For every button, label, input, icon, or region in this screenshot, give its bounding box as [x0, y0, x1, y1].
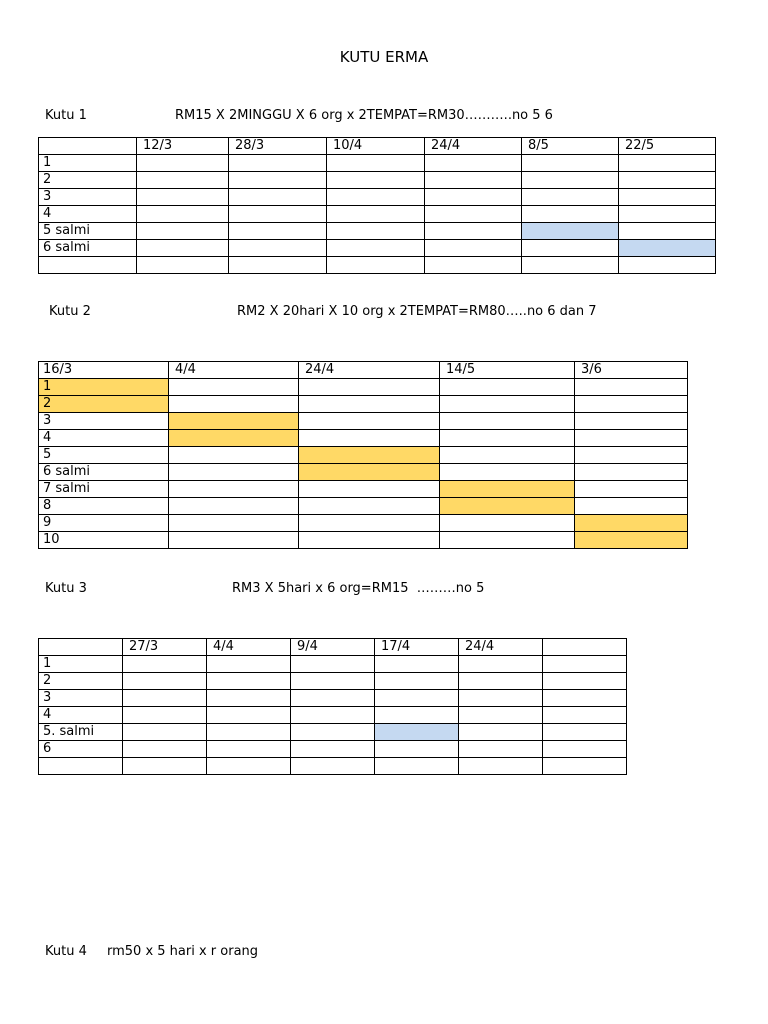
table-cell: [169, 447, 299, 464]
table-cell: [375, 741, 459, 758]
row-label: 1: [39, 379, 169, 396]
table-row: [39, 673, 627, 690]
table-row: [39, 379, 688, 396]
table-cell: [169, 379, 299, 396]
table-cell: [575, 481, 688, 498]
kutu-4-label: Kutu 4: [45, 944, 87, 959]
table-cell: [459, 707, 543, 724]
table-cell: [291, 690, 375, 707]
table-row: [39, 656, 627, 673]
table-cell: [459, 758, 543, 775]
highlighted-cell: [299, 447, 440, 464]
highlighted-cell: [575, 515, 688, 532]
row-label: 6 salmi: [39, 240, 137, 257]
table-row: [39, 430, 688, 447]
table-row: [39, 155, 716, 172]
row-label: 3: [39, 690, 123, 707]
highlighted-cell: [522, 223, 619, 240]
table-cell: [375, 758, 459, 775]
table-header-row: [39, 639, 627, 656]
table-cell: [619, 206, 716, 223]
highlighted-cell: [299, 464, 440, 481]
table-cell: [123, 707, 207, 724]
row-label: 1: [39, 155, 137, 172]
table-row: [39, 758, 627, 775]
table-cell: [299, 396, 440, 413]
table-cell: [575, 498, 688, 515]
table-cell: [327, 172, 425, 189]
row-label: 3: [39, 189, 137, 206]
header-cell: 14/5: [440, 362, 575, 379]
table-cell: [207, 724, 291, 741]
table-cell: [619, 223, 716, 240]
table-cell: [229, 257, 327, 274]
table-cell: [299, 430, 440, 447]
table-cell: [327, 240, 425, 257]
table-cell: [169, 481, 299, 498]
table-row: [39, 690, 627, 707]
table-cell: [543, 724, 627, 741]
table-row: [39, 481, 688, 498]
table-cell: [425, 172, 522, 189]
table-cell: [291, 758, 375, 775]
table-cell: [137, 257, 229, 274]
kutu-3-formula: RM3 X 5hari x 6 org=RM15 ………no 5: [232, 581, 485, 596]
header-cell: 12/3: [137, 138, 229, 155]
table-cell: [425, 223, 522, 240]
table-cell: [575, 447, 688, 464]
header-cell: 4/4: [169, 362, 299, 379]
header-cell: [39, 639, 123, 656]
table-cell: [207, 656, 291, 673]
kutu-2-table: [38, 361, 688, 549]
document-title: KUTU ERMA: [339, 48, 429, 66]
header-cell: 10/4: [327, 138, 425, 155]
table-cell: [575, 379, 688, 396]
table-row: [39, 498, 688, 515]
highlighted-cell: [169, 413, 299, 430]
row-label: 4: [39, 707, 123, 724]
kutu-1-formula: RM15 X 2MINGGU X 6 org x 2TEMPAT=RM30………..no 5 6: [175, 108, 553, 123]
header-cell: 24/4: [459, 639, 543, 656]
table-cell: [123, 741, 207, 758]
table-cell: [123, 673, 207, 690]
table-header-row: [39, 138, 716, 155]
table-cell: [207, 741, 291, 758]
table-row: [39, 189, 716, 206]
table-cell: [459, 656, 543, 673]
table-row: [39, 724, 627, 741]
table-cell: [169, 498, 299, 515]
table-cell: [522, 206, 619, 223]
table-cell: [327, 189, 425, 206]
highlighted-cell: [619, 240, 716, 257]
row-label: 3: [39, 413, 169, 430]
kutu-1-label: Kutu 1: [45, 108, 87, 123]
table-cell: [459, 673, 543, 690]
table-cell: [522, 155, 619, 172]
table-cell: [137, 223, 229, 240]
table-cell: [440, 515, 575, 532]
header-cell: 3/6: [575, 362, 688, 379]
table-cell: [619, 155, 716, 172]
header-cell: 9/4: [291, 639, 375, 656]
table-cell: [575, 413, 688, 430]
table-cell: [137, 206, 229, 223]
table-cell: [327, 206, 425, 223]
table-cell: [543, 673, 627, 690]
table-cell: [299, 379, 440, 396]
table-cell: [543, 741, 627, 758]
row-label: 8: [39, 498, 169, 515]
table-cell: [575, 430, 688, 447]
row-label: 2: [39, 396, 169, 413]
table-cell: [299, 515, 440, 532]
table-row: [39, 413, 688, 430]
table-cell: [522, 257, 619, 274]
row-label: 5 salmi: [39, 223, 137, 240]
table-cell: [522, 189, 619, 206]
kutu-3-label: Kutu 3: [45, 581, 87, 596]
table-cell: [123, 690, 207, 707]
table-cell: [229, 189, 327, 206]
table-cell: [299, 413, 440, 430]
row-label: 4: [39, 430, 169, 447]
table-row: [39, 396, 688, 413]
table-cell: [137, 189, 229, 206]
header-cell: [39, 138, 137, 155]
table-cell: [123, 656, 207, 673]
table-cell: [543, 690, 627, 707]
row-label: [39, 257, 137, 274]
table-cell: [229, 155, 327, 172]
table-cell: [459, 741, 543, 758]
table-cell: [375, 690, 459, 707]
table-cell: [327, 257, 425, 274]
header-cell: [543, 639, 627, 656]
table-cell: [299, 498, 440, 515]
table-cell: [137, 172, 229, 189]
table-cell: [619, 172, 716, 189]
header-cell: 4/4: [207, 639, 291, 656]
row-label: 5: [39, 447, 169, 464]
table-cell: [425, 189, 522, 206]
row-label: 7 salmi: [39, 481, 169, 498]
table-cell: [291, 724, 375, 741]
table-cell: [375, 707, 459, 724]
table-cell: [229, 223, 327, 240]
table-cell: [299, 532, 440, 549]
table-cell: [207, 690, 291, 707]
table-cell: [327, 223, 425, 240]
table-cell: [440, 379, 575, 396]
table-row: [39, 257, 716, 274]
row-label: 10: [39, 532, 169, 549]
row-label: 2: [39, 673, 123, 690]
table-row: [39, 447, 688, 464]
header-cell: 27/3: [123, 639, 207, 656]
table-cell: [207, 758, 291, 775]
header-cell: 22/5: [619, 138, 716, 155]
table-cell: [169, 515, 299, 532]
table-cell: [291, 656, 375, 673]
kutu-2-formula: RM2 X 20hari X 10 org x 2TEMPAT=RM80…..no 6 dan 7: [237, 304, 597, 319]
table-row: [39, 223, 716, 240]
highlighted-cell: [375, 724, 459, 741]
table-cell: [440, 447, 575, 464]
table-cell: [169, 396, 299, 413]
table-cell: [137, 240, 229, 257]
table-cell: [522, 172, 619, 189]
table-cell: [291, 741, 375, 758]
highlighted-cell: [575, 532, 688, 549]
highlighted-cell: [440, 481, 575, 498]
table-row: [39, 240, 716, 257]
table-cell: [543, 758, 627, 775]
table-row: [39, 707, 627, 724]
header-cell: 24/4: [425, 138, 522, 155]
table-cell: [619, 189, 716, 206]
table-row: [39, 532, 688, 549]
header-cell: 8/5: [522, 138, 619, 155]
table-cell: [619, 257, 716, 274]
table-cell: [459, 724, 543, 741]
table-cell: [169, 532, 299, 549]
table-row: [39, 741, 627, 758]
header-cell: 17/4: [375, 639, 459, 656]
highlighted-cell: [440, 498, 575, 515]
table-cell: [543, 656, 627, 673]
table-cell: [425, 206, 522, 223]
row-label: [39, 758, 123, 775]
header-cell: 28/3: [229, 138, 327, 155]
table-cell: [459, 690, 543, 707]
table-cell: [207, 707, 291, 724]
table-row: [39, 206, 716, 223]
kutu-3-table: [38, 638, 627, 775]
table-cell: [575, 464, 688, 481]
kutu-4-formula: rm50 x 5 hari x r orang: [107, 944, 259, 959]
header-cell: 24/4: [299, 362, 440, 379]
kutu-1-table: [38, 137, 716, 274]
row-label: 2: [39, 172, 137, 189]
table-cell: [229, 172, 327, 189]
table-cell: [229, 206, 327, 223]
row-label: 6: [39, 741, 123, 758]
table-cell: [575, 396, 688, 413]
table-cell: [425, 155, 522, 172]
table-cell: [327, 155, 425, 172]
table-cell: [123, 724, 207, 741]
table-cell: [291, 707, 375, 724]
table-cell: [543, 707, 627, 724]
highlighted-cell: [169, 430, 299, 447]
table-cell: [440, 464, 575, 481]
table-cell: [522, 240, 619, 257]
table-cell: [425, 240, 522, 257]
table-cell: [123, 758, 207, 775]
table-cell: [169, 464, 299, 481]
table-row: [39, 515, 688, 532]
table-cell: [375, 673, 459, 690]
table-cell: [299, 481, 440, 498]
table-cell: [440, 532, 575, 549]
table-cell: [229, 240, 327, 257]
kutu-2-label: Kutu 2: [49, 304, 91, 319]
table-row: [39, 464, 688, 481]
row-label: 1: [39, 656, 123, 673]
table-cell: [425, 257, 522, 274]
row-label: 6 salmi: [39, 464, 169, 481]
table-cell: [291, 673, 375, 690]
table-row: [39, 172, 716, 189]
table-header-row: [39, 362, 688, 379]
table-cell: [375, 656, 459, 673]
table-cell: [440, 430, 575, 447]
table-cell: [440, 413, 575, 430]
row-label: 4: [39, 206, 137, 223]
header-cell: 16/3: [39, 362, 169, 379]
row-label: 5. salmi: [39, 724, 123, 741]
table-cell: [207, 673, 291, 690]
table-cell: [137, 155, 229, 172]
table-cell: [440, 396, 575, 413]
row-label: 9: [39, 515, 169, 532]
